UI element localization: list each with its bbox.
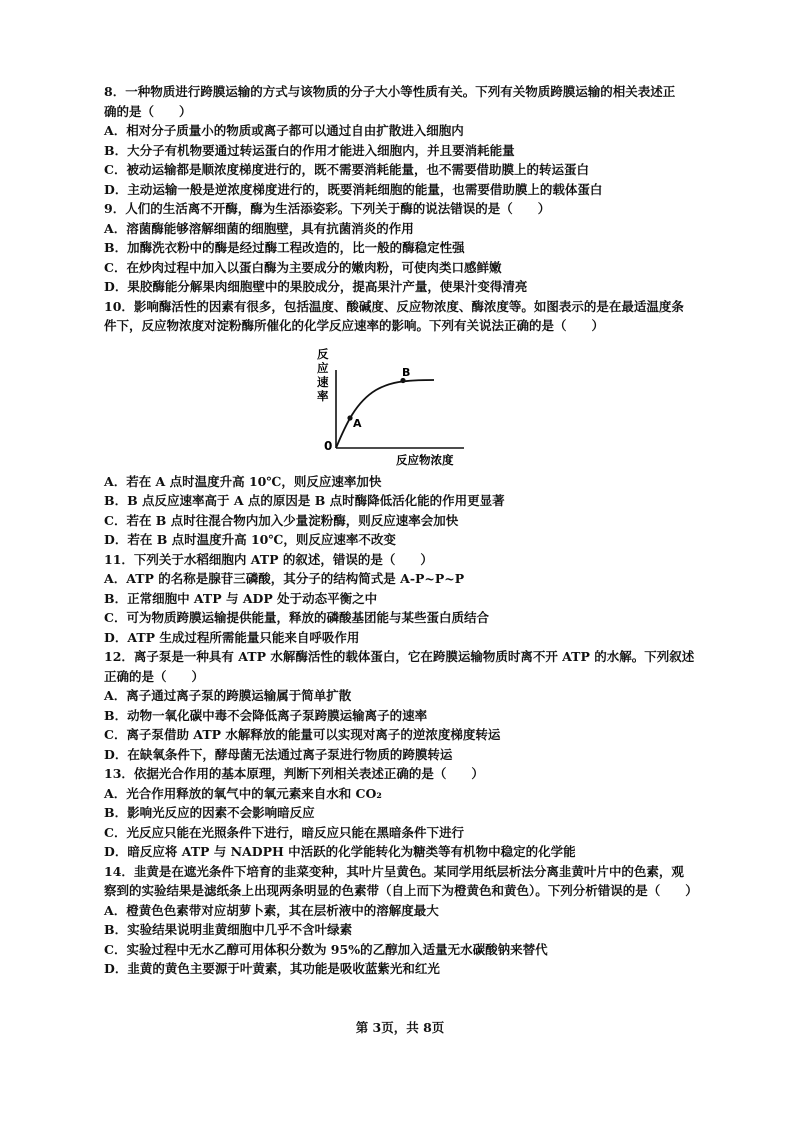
option-c: C．光反应只能在光照条件下进行，暗反应只能在黑暗条件下进行 [104,824,464,840]
page-content [104,82,704,979]
question-stem: 9．人们的生活离不开酶，酶为生活添姿彩。下列关于酶的说法错误的是（ ） [104,201,551,216]
question-8 [104,82,704,199]
option-a: A．若在 A 点时温度升高 10℃，则反应速率加快 [104,473,382,489]
y-axis-label-char: 应 [317,360,329,375]
question-10 [104,297,704,550]
option-b: B．动物一氧化碳中毒不会降低离子泵跨膜运输离子的速率 [104,707,428,723]
option-a: A．相对分子质量小的物质或离子都可以通过自由扩散进入细胞内 [104,123,464,138]
option-b: B．正常细胞中 ATP 与 ADP 处于动态平衡之中 [104,590,378,606]
option-b: B．实验结果说明韭黄细胞中几乎不含叶绿素 [104,922,353,937]
option-c: C．被动运输都是顺浓度梯度进行的，既不需要消耗能量，也不需要借助膜上的转运蛋白 [104,162,589,177]
question-stem: 正确的是（ ） [104,668,205,684]
x-axis-label: 反应物浓度 [396,452,454,467]
y-axis-label-char: 率 [317,388,329,403]
option-d: D．在缺氧条件下，酵母菌无法通过离子泵进行物质的跨膜转运 [104,746,453,762]
option-a: A．溶菌酶能够溶解细菌的细胞壁，具有抗菌消炎的作用 [104,220,414,236]
question-stem: 10．影响酶活性的因素有很多，包括温度、酸碱度、反应物浓度、酶浓度等。如图表示的是在最适温度条 [104,298,684,314]
option-d: D．暗反应将 ATP 与 NADPH 中活跃的化学能转化为糖类等有机物中稳定的化学能 [104,844,576,859]
option-c: C．若在 B 点时往混合物内加入少量淀粉酶，则反应速率会加快 [104,512,459,528]
page-number: 第 3页，共 8页 [355,1020,445,1035]
question-stem: 11．下列关于水稻细胞内 ATP 的叙述，错误的是（ ） [104,551,433,567]
question-13 [104,764,704,862]
question-9 [104,199,704,297]
origin-label: 0 [324,438,333,453]
question-stem: 察到的实验结果是滤纸条上出现两条明显的色素带（自上而下为橙黄色和黄色）。下列分析错误的是（ ） [104,883,698,898]
option-d: D．ATP 生成过程所需能量只能来自呼吸作用 [104,629,360,645]
option-a: A．ATP 的名称是腺苷三磷酸，其分子的结构简式是 A-P~P~P [104,571,465,586]
option-c: C．在炒肉过程中加入以蛋白酶为主要成分的嫩肉粉，可使肉类口感鲜嫩 [104,259,502,275]
option-a: A．离子通过离子泵的跨膜运输属于简单扩散 [104,688,352,703]
reaction-rate-figure [104,342,704,468]
question-stem: 12．离子泵是一种具有 ATP 水解酶活性的载体蛋白，它在跨膜运输物质时离不开 ATP 的水解。下列叙述 [104,649,695,664]
question-stem: 13．依据光合作用的基本原理，判断下列相关表述正确的是（ ） [104,766,484,781]
question-11 [104,550,704,648]
question-14 [104,862,704,979]
question-stem: 件下，反应物浓度对淀粉酶所催化的化学反应速率的影响。下列有关说法正确的是（ ） [104,318,605,333]
point-b-label: B [402,365,411,379]
option-d: D．韭黄的黄色主要源于叶黄素，其功能是吸收蓝紫光和红光 [104,961,440,976]
rate-curve [336,380,434,448]
option-d: D．果胶酶能分解果肉细胞壁中的果胶成分，提高果汁产量，使果汁变得清亮 [104,279,528,294]
option-b: B．加酶洗衣粉中的酶是经过酶工程改造的，比一般的酶稳定性强 [104,240,465,255]
option-c: C．离子泵借助 ATP 水解释放的能量可以实现对离子的逆浓度梯度转运 [104,727,501,742]
option-b: B．大分子有机物要通过转运蛋白的作用才能进入细胞内，并且要消耗能量 [104,142,515,158]
option-a: A．光合作用释放的氧气中的氧元素来自水和 CO₂ [104,785,382,801]
point-a-label: A [353,416,362,430]
question-stem: 确的是（ ） [104,103,192,119]
reaction-rate-graph [304,342,504,468]
question-stem: 14．韭黄是在遮光条件下培育的韭菜变种，其叶片呈黄色。某同学用纸层析法分离韭黄叶片中的色素，观 [104,863,684,879]
option-a: A．橙黄色色素带对应胡萝卜素，其在层析液中的溶解度最大 [104,902,439,918]
option-c: C．可为物质跨膜运输提供能量，释放的磷酸基团能与某些蛋白质结合 [104,610,489,625]
option-b: B．影响光反应的因素不会影响暗反应 [104,805,315,820]
option-d: D．若在 B 点时温度升高 10℃，则反应速率不改变 [104,532,396,547]
option-b: B．B 点反应速率高于 A 点的原因是 B 点时酶降低活化能的作用更显著 [104,493,505,508]
y-axis-label-char: 速 [317,374,329,389]
y-axis-label-char: 反 [317,346,329,361]
option-c: C．实验过程中无水乙醇可用体积分数为 95%的乙醇加入适量无水碳酸钠来替代 [104,941,548,957]
point-a-marker [347,415,352,420]
question-12 [104,647,704,764]
question-stem: 8．一种物质进行跨膜运输的方式与该物质的分子大小等性质有关。下列有关物质跨膜运输的相关表述正 [104,84,676,99]
option-d: D．主动运输一般是逆浓度梯度进行的，既要消耗细胞的能量，也需要借助膜上的载体蛋白 [104,181,603,197]
